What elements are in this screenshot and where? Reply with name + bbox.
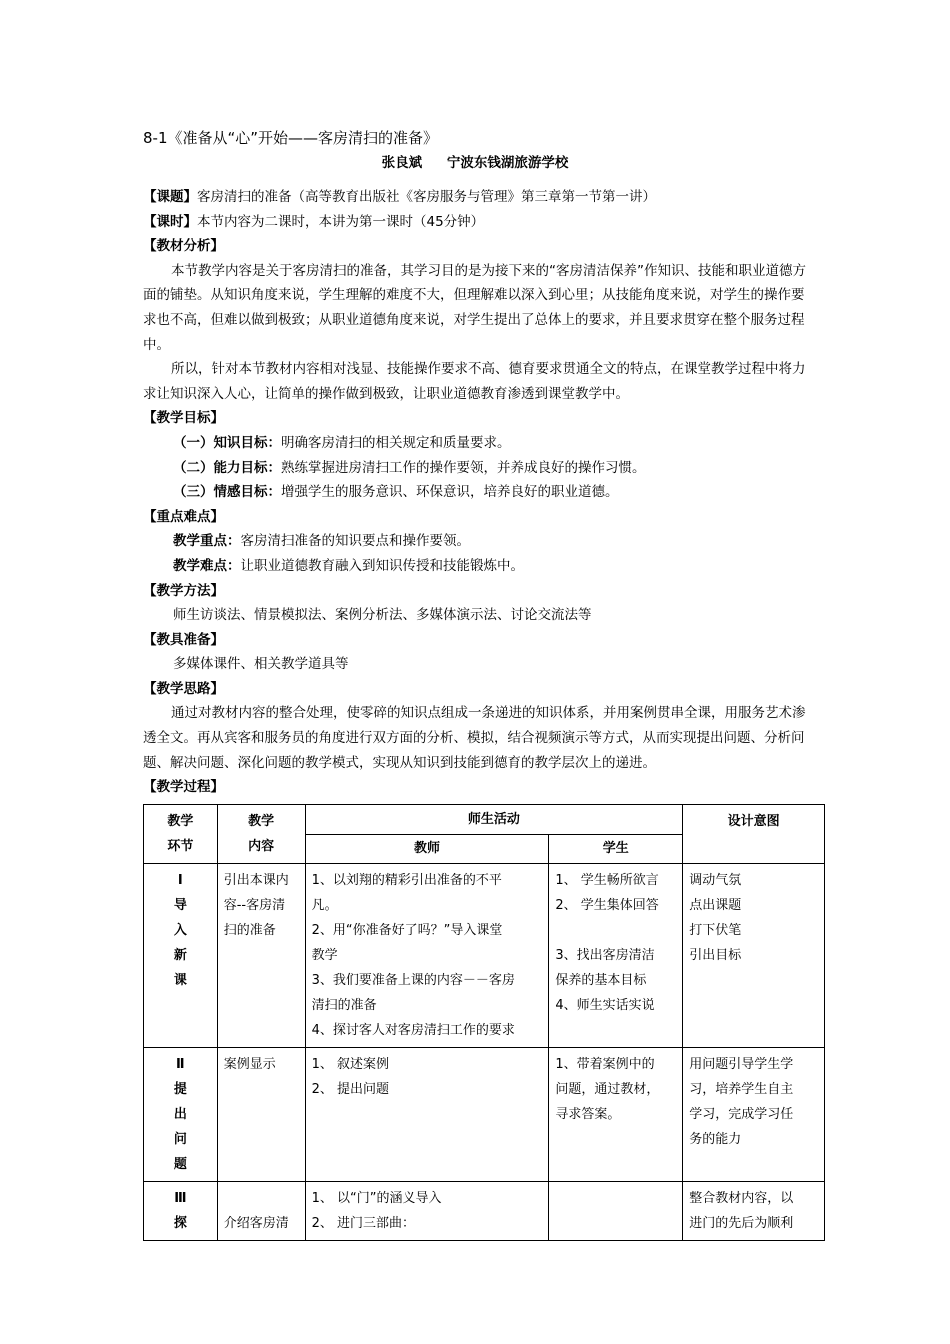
lesson-plan-body	[143, 185, 807, 800]
row1-intent	[683, 864, 825, 1048]
analysis-paragraph-1: 本节教学内容是关于客房清扫的准备，其学习目的是为接下来的“客房清洁保养”作知识、技能和职业道德方面的铺垫。从知识角度来说，学生理解的难度不大，但理解难以深入到心里；从技能角度来说，对学生的操作要求也不高，但难以做到极致；从职业道德角度来说，对学生提出了总体上的要求，并且要求贯穿在整个服务过程中。	[143, 262, 806, 353]
cell-line	[224, 1186, 299, 1211]
table-header-row	[144, 805, 825, 835]
row1-stage	[144, 864, 218, 1048]
cell-line: 务的能力	[689, 1132, 742, 1147]
cell-line: 3、我们要准备上课的内容－－客房	[311, 973, 515, 988]
table-row	[144, 864, 825, 1048]
process-heading: 【教学过程】	[143, 779, 224, 796]
cell-line: 1、 以“门”的涵义导入	[311, 1191, 442, 1206]
goal-emotion	[143, 480, 807, 505]
header-intent: 设计意图	[683, 805, 825, 864]
goal-knowledge-text: 明确客房清扫的相关规定和质量要求。	[281, 434, 511, 451]
cell-line: 保养的基本目标	[555, 973, 647, 988]
cell-line: I	[177, 873, 183, 888]
cell-line: 问题，通过教材，	[555, 1082, 660, 1097]
analysis-paragraph-2: 所以，针对本节教材内容相对浅显、技能操作要求不高、德育要求贯通全文的特点，在课堂教学过程中将力求让知识深入人心，让简单的操作做到极致，让职业道德教育渗透到课堂教学中。	[143, 361, 806, 402]
cell-line: 整合教材内容，以	[689, 1191, 794, 1206]
tools-heading: 【教具准备】	[143, 631, 224, 648]
row3-intent	[683, 1182, 825, 1241]
cell-line: 点出课题	[689, 898, 742, 913]
key-point	[143, 529, 807, 554]
topic-text: 客房清扫的准备（高等教育出版社《客房服务与管理》第三章第一节第一讲）	[197, 189, 656, 205]
cell-line: 进门的先后为顺利	[689, 1216, 794, 1231]
cell-line: 提	[173, 1082, 187, 1097]
cell-line: 打下伏笔	[689, 923, 742, 938]
cell-line: 教学	[311, 948, 338, 963]
tools-text: 多媒体课件、相关教学道具等	[173, 656, 349, 673]
cell-line: 1、 学生畅所欲言	[555, 873, 659, 888]
cell-line: 寻求答案。	[555, 1107, 621, 1122]
row3-stage	[144, 1182, 218, 1241]
key-point-text: 客房清扫准备的知识要点和操作要领。	[240, 533, 470, 550]
teaching-process-table	[143, 804, 825, 1241]
cell-line	[555, 918, 676, 943]
header-content: 教学 内容	[217, 805, 305, 864]
goal-ability-text: 熟练掌握进房清扫工作的操作要领，并养成良好的操作习惯。	[281, 459, 646, 476]
goal-emotion-label: （三）情感目标：	[173, 484, 281, 501]
goal-knowledge-label: （一）知识目标：	[173, 434, 281, 451]
key-point-label: 教学重点：	[173, 533, 241, 550]
goal-knowledge	[143, 431, 807, 456]
cell-line: 新	[173, 948, 187, 963]
hours-label: 【课时】	[143, 213, 197, 230]
header-activity: 师生活动	[305, 805, 683, 835]
cell-line: 介绍客房清	[223, 1216, 289, 1231]
method-heading: 【教学方法】	[143, 582, 224, 599]
header-stage: 教学 环节	[144, 805, 218, 864]
method-text: 师生访谈法、情景模拟法、案例分析法、多媒体演示法、讨论交流法等	[173, 607, 592, 624]
cell-line: 题	[173, 1157, 187, 1172]
header-student: 学生	[549, 834, 683, 864]
idea-heading: 【教学思路】	[143, 680, 224, 697]
cell-line: Ⅱ	[176, 1057, 185, 1072]
document-title: 8-1《准备从“心”开始——客房清扫的准备》	[143, 129, 439, 147]
cell-line: 入	[173, 923, 187, 938]
cell-line: 3、找出客房清洁	[555, 948, 655, 963]
row1-student	[549, 864, 683, 1048]
cell-line: 出	[173, 1107, 187, 1122]
row1-content	[217, 864, 305, 1048]
row2-student	[549, 1048, 683, 1182]
cell-line: 凡。	[311, 898, 338, 913]
goal-ability	[143, 456, 807, 481]
cell-line: 习，培养学生自主	[689, 1082, 794, 1097]
cell-line	[555, 1186, 676, 1211]
analysis-heading: 【教材分析】	[143, 238, 224, 255]
row2-stage	[144, 1048, 218, 1182]
cell-line: 用问题引导学生学	[689, 1057, 794, 1072]
cell-line: Ⅲ	[174, 1191, 187, 1206]
goal-emotion-text: 增强学生的服务意识、环保意识，培养良好的职业道德。	[281, 484, 619, 501]
topic-label: 【课题】	[143, 189, 197, 205]
author-school: 宁波东钱湖旅游学校	[446, 155, 569, 171]
difficult-point-label: 教学难点：	[173, 557, 241, 574]
cell-line: 1、 叙述案例	[311, 1057, 389, 1072]
header-teacher: 教师	[305, 834, 549, 864]
cell-line: 导	[173, 898, 187, 913]
row3-student	[549, 1182, 683, 1241]
row1-teacher	[305, 864, 549, 1048]
idea-paragraph: 通过对教材内容的整合处理，使零碎的知识点组成一条递进的知识体系，并用案例贯串全课，用服务艺术渗透全文。再从宾客和服务员的角度进行双方面的分析、模拟，结合视频演示等方式，从而实现提出问题、分析问题、解决问题、深化问题的教学模式，实现从知识到技能到德育的教学层次上的递进。	[143, 705, 806, 771]
difficult-point	[143, 554, 807, 579]
author-line	[0, 153, 950, 173]
goal-ability-label: （二）能力目标：	[173, 459, 281, 476]
cell-line: 探	[173, 1216, 187, 1231]
cell-line: 4、探讨客人对客房清扫工作的要求	[311, 1023, 515, 1038]
cell-line: 引出目标	[689, 948, 742, 963]
cell-line: 调动气氛	[689, 873, 742, 888]
table-row	[144, 1182, 825, 1241]
table-row	[144, 1048, 825, 1182]
keys-heading: 【重点难点】	[143, 508, 224, 525]
topic-line	[143, 185, 807, 210]
cell-line: 2、 学生集体回答	[555, 898, 659, 913]
hours-text: 本节内容为二课时，本讲为第一课时（45分钟）	[197, 213, 485, 230]
difficult-point-text: 让职业道德教育融入到知识传授和技能锻炼中。	[240, 557, 524, 574]
cell-line: 问	[173, 1132, 187, 1147]
cell-line: 容--客房清	[223, 898, 286, 913]
row2-content	[217, 1048, 305, 1182]
row2-intent	[683, 1048, 825, 1182]
cell-line: 案例显示	[223, 1057, 276, 1072]
cell-line: 1、带着案例中的	[555, 1057, 655, 1072]
cell-line: 4、师生实话实说	[555, 998, 655, 1013]
row2-teacher	[305, 1048, 549, 1182]
cell-line: 2、 进门三部曲：	[311, 1216, 415, 1231]
cell-line: 学习，完成学习任	[689, 1107, 794, 1122]
cell-line: 1、以刘翔的精彩引出准备的不平	[311, 873, 502, 888]
goals-heading: 【教学目标】	[143, 410, 224, 427]
row3-content	[217, 1182, 305, 1241]
author-name: 张良斌	[381, 155, 423, 171]
cell-line: 课	[173, 973, 187, 988]
hours-line	[143, 210, 807, 235]
cell-line: 扫的准备	[223, 923, 276, 938]
cell-line: 2、 提出问题	[311, 1082, 389, 1097]
cell-line: 2、用“你准备好了吗？”导入课堂	[311, 923, 503, 938]
row3-teacher	[305, 1182, 549, 1241]
cell-line: 清扫的准备	[311, 998, 377, 1013]
cell-line: 引出本课内	[223, 873, 289, 888]
